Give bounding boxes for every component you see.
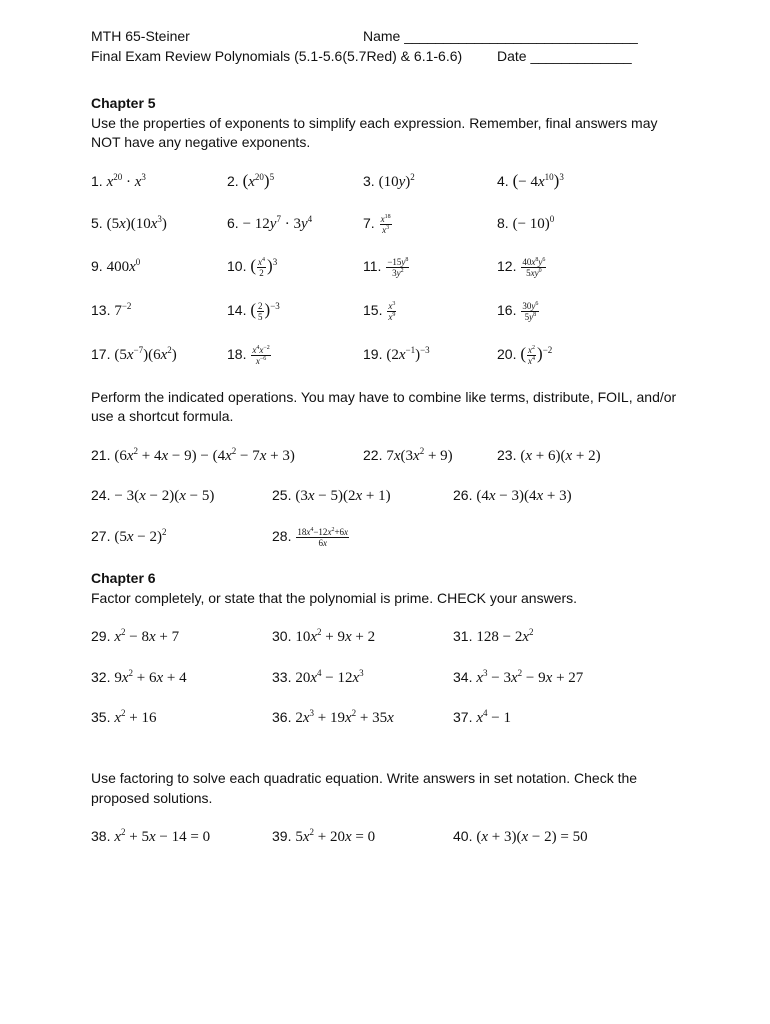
quadratic-instruction-line2: proposed solutions.: [91, 790, 213, 806]
problem-32: 32. $9x^2 + 6x + 4$: [91, 668, 187, 686]
problem-13: 13. $7^{-2}$: [91, 301, 132, 319]
quadratic-instruction-line1: Use factoring to solve each quadratic equation. Write answers in set notation. Check the: [91, 770, 638, 786]
problem-18: 18. $\frac{x^4x^{-2}}{x^{-6}}$: [227, 345, 270, 366]
problem-39: 39. $5x^2 + 20x = 0$: [272, 827, 376, 845]
problem-26: 26. (4x − 3)(4x + 3): [453, 487, 572, 504]
course-name: MTH 65-Steiner: [91, 28, 190, 44]
problem-28: 28. $\frac{18x^4-12x^2+6x}{6x}$: [272, 527, 349, 548]
chapter6-instruction: Factor completely, or state that the polynomial is prime. CHECK your answers.: [91, 590, 578, 606]
problem-24: 24. − 3(x − 2)(x − 5): [91, 487, 215, 504]
problem-17: 17. $(5x^{-7})(6x^2)$: [91, 345, 177, 363]
problem-2: 2. $(x^{20})^5$: [227, 171, 275, 190]
problem-16: 16. $\frac{30y^6}{5y^8}$: [497, 301, 539, 322]
problem-3: 3. $(10y)^2$: [363, 172, 415, 190]
problem-29: 29. $x^2 - 8x + 7$: [91, 627, 180, 645]
problem-15: 15. $\frac{x^3}{x^9}$: [363, 301, 396, 322]
problem-30: 30. $10x^2 + 9x + 2$: [272, 627, 376, 645]
problem-11: 11. $\frac{-15y^8}{3y^2}$: [363, 257, 409, 278]
chapter5-heading: Chapter 5: [91, 95, 156, 111]
problem-20: 20. ( $\frac{x^2}{x^4}$ )$^{-2}$: [497, 344, 553, 367]
page-title: Final Exam Review Polynomials (5.1-5.6(5.7Red) & 6.1-6.6): [91, 48, 463, 64]
problem-8: 8. (− 10)$^0$: [497, 214, 555, 232]
problem-6: 6. − $12y^7 \cdot 3y^4$: [227, 214, 313, 232]
problem-40: 40. (x + 3)(x − 2) = 50: [453, 828, 588, 845]
operations-instruction-line1: Perform the indicated operations. You may have to combine like terms, distribute, FOIL, and/or: [91, 389, 677, 405]
problem-27: 27. $(5x - 2)^2$: [91, 527, 167, 545]
problem-31: 31. $128 - 2x^2$: [453, 627, 534, 645]
chapter6-heading: Chapter 6: [91, 570, 156, 586]
problem-1: 1. $x^{20} \cdot x^3$: [91, 172, 146, 190]
problem-33: 33. $20x^4 - 12x^3$: [272, 668, 364, 686]
chapter5-instruction-line2: NOT have any negative exponents.: [91, 134, 311, 150]
problem-10: 10. ( $\frac{x^4}{2}$ )$^3$: [227, 256, 278, 279]
problem-9: 9. $400x^0$: [91, 257, 141, 275]
problem-23: 23. (x + 6)(x + 2): [497, 447, 601, 464]
problem-36: 36. $2x^3 + 19x^2 + 35x$: [272, 708, 394, 726]
problem-25: 25. (3x − 5)(2x + 1): [272, 487, 391, 504]
date-field-label: Date _____________: [497, 48, 632, 64]
operations-instruction-line2: use a shortcut formula.: [91, 408, 234, 424]
problem-38: 38. $x^2 + 5x - 14 = 0$: [91, 827, 211, 845]
problem-7: 7. $\frac{x^{18}}{x^3}$: [363, 214, 391, 235]
chapter5-instruction-line1: Use the properties of exponents to simplify each expression. Remember, final answers may: [91, 115, 658, 131]
problem-37: 37. $x^4 - 1$: [453, 708, 511, 726]
problem-22: 22. $7x(3x^2 + 9)$: [363, 446, 453, 464]
problem-19: 19. $(2x^{-1})^{-3}$: [363, 345, 430, 363]
problem-12: 12. $\frac{40x^8y^6}{5xy^0}$: [497, 257, 546, 278]
problem-4: 4. (− $4x^{10})^3$: [497, 171, 564, 190]
problem-34: 34. $x^3 - 3x^2 - 9x + 27$: [453, 668, 584, 686]
problem-35: 35. $x^2 + 16$: [91, 708, 157, 726]
problem-14: 14. ( $\frac{2}{5}$ )$^{-3}$: [227, 300, 280, 323]
name-field-label: Name ______________________________: [363, 28, 638, 44]
problem-21: 21. $(6x^2 + 4x - 9) - (4x^2 - 7x + 3)$: [91, 446, 295, 464]
problem-5: 5. $(5x)(10x^3)$: [91, 214, 167, 232]
